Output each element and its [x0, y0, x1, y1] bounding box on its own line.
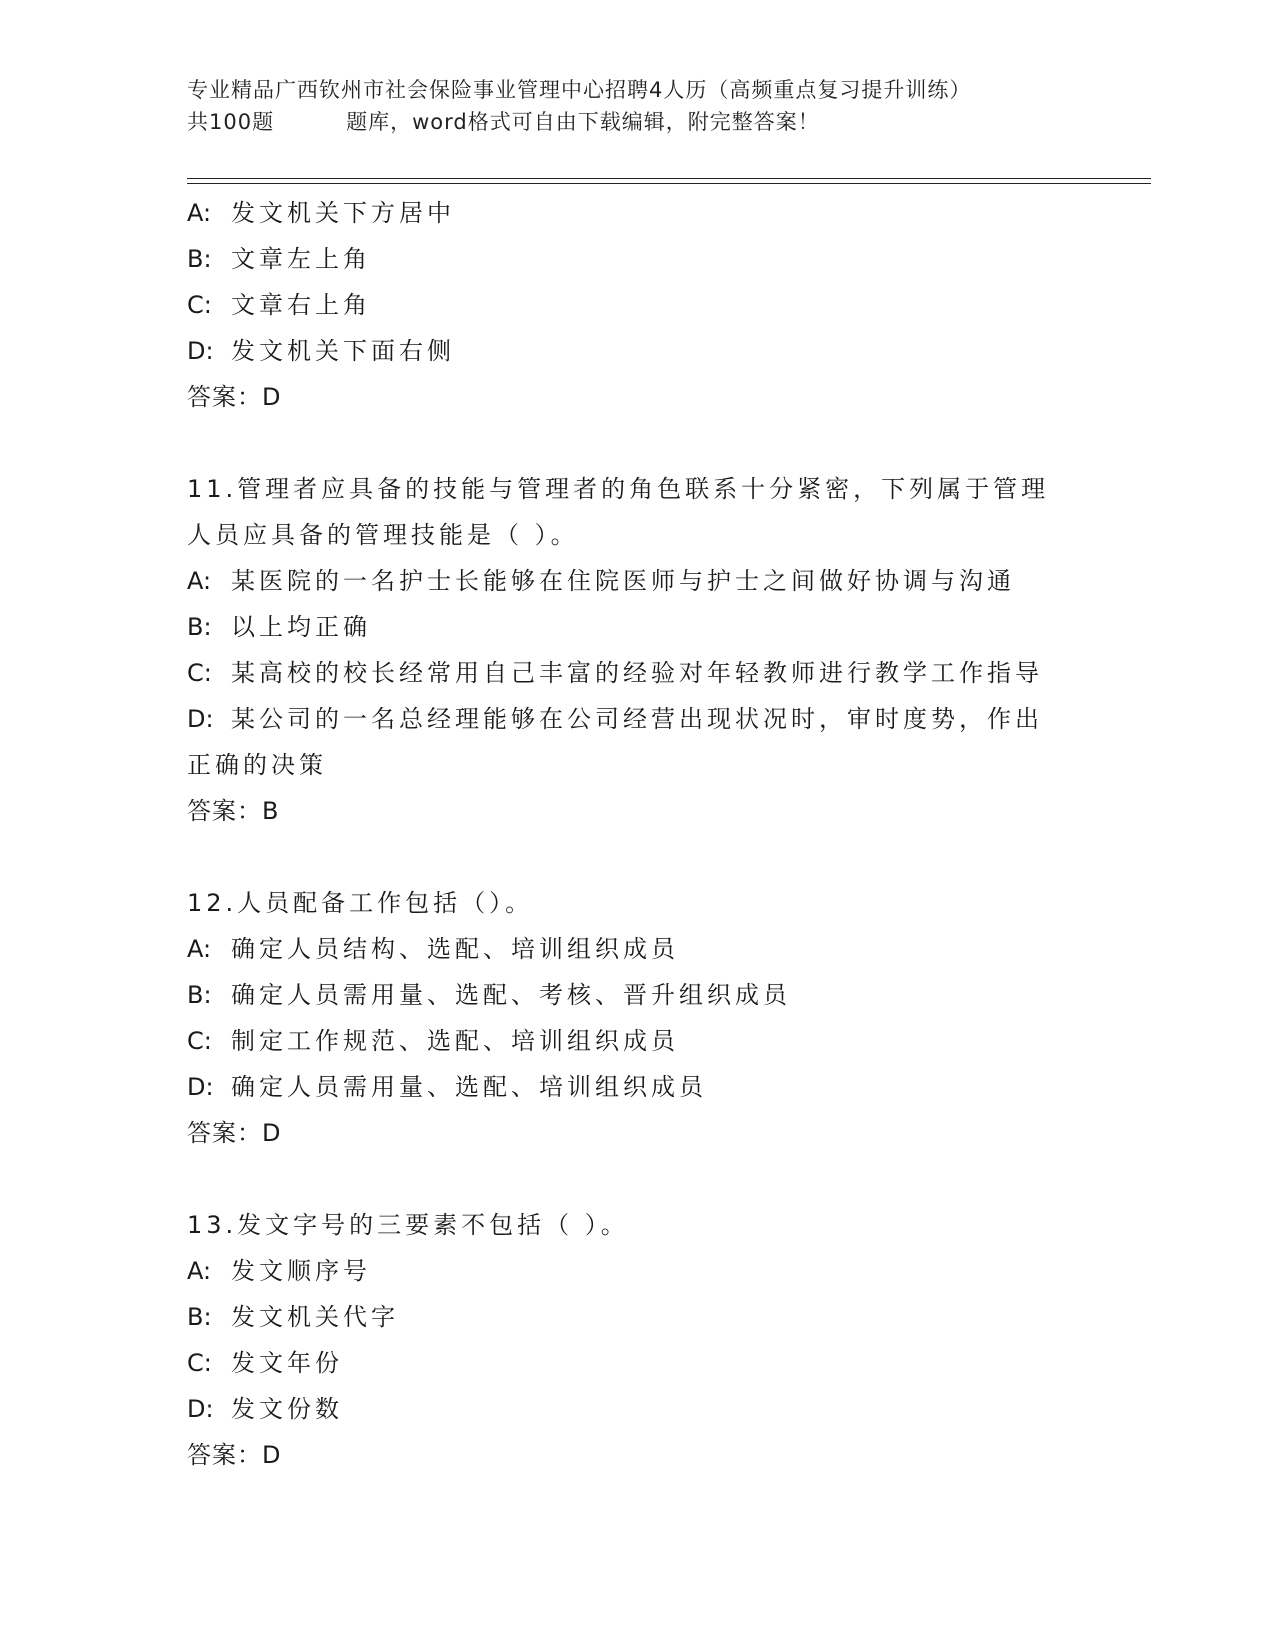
- option-b: [187, 1294, 1087, 1340]
- option-d: [187, 1386, 1087, 1432]
- option-text: 发文机关下面右侧: [231, 337, 455, 365]
- option-text: 发文机关下方居中: [231, 199, 455, 227]
- option-a: [187, 558, 1087, 604]
- option-letter: C:: [187, 1349, 212, 1377]
- option-text: 文章右上角: [231, 291, 371, 319]
- option-text: 制定工作规范、选配、培训组织成员: [231, 1027, 679, 1055]
- question-block-continued: [187, 190, 1087, 420]
- question-12: [187, 880, 1087, 1156]
- option-text: 确定人员结构、选配、培训组织成员: [231, 935, 679, 963]
- option-text: 确定人员需用量、选配、培训组织成员: [231, 1073, 707, 1101]
- option-d-cont: 正确的决策: [187, 751, 327, 779]
- answer-line: 答案：B: [187, 797, 280, 825]
- option-text: 文章左上角: [231, 245, 371, 273]
- option-b: [187, 972, 1087, 1018]
- option-text: 某医院的一名护士长能够在住院医师与护士之间做好协调与沟通: [231, 567, 1015, 595]
- question-stem: 11.管理者应具备的技能与管理者的角色联系十分紧密，下列属于管理: [187, 475, 1050, 503]
- header-description: 题库，word格式可自由下载编辑，附完整答案！: [346, 110, 820, 134]
- question-11: [187, 466, 1087, 834]
- option-letter: C:: [187, 291, 212, 319]
- option-d: [187, 1064, 1087, 1110]
- option-c: [187, 1340, 1087, 1386]
- option-letter: C:: [187, 1027, 212, 1055]
- option-b: [187, 604, 1087, 650]
- option-a: [187, 926, 1087, 972]
- spacer: [187, 1156, 1087, 1202]
- option-letter: D:: [187, 705, 214, 733]
- option-c: [187, 1018, 1087, 1064]
- header-subtitle-line: [187, 106, 1087, 138]
- option-letter: B:: [187, 981, 212, 1009]
- question-stem: 12.人员配备工作包括（）。: [187, 889, 534, 917]
- question-count: 共100题: [187, 110, 275, 134]
- header-title-line: 专业精品广西钦州市社会保险事业管理中心招聘4人历（高频重点复习提升训练）: [187, 78, 972, 102]
- option-text: 发文顺序号: [231, 1257, 371, 1285]
- option-text: 发文机关代字: [231, 1303, 399, 1331]
- option-letter: B:: [187, 245, 212, 273]
- answer-line: 答案：D: [187, 1119, 282, 1147]
- option-c: [187, 282, 1087, 328]
- option-text: 发文份数: [231, 1395, 343, 1423]
- option-d: [187, 696, 1087, 742]
- option-text: 某高校的校长经常用自己丰富的经验对年轻教师进行教学工作指导: [231, 659, 1043, 687]
- option-c: [187, 650, 1087, 696]
- option-letter: D:: [187, 1395, 214, 1423]
- option-letter: C:: [187, 659, 212, 687]
- option-text: 确定人员需用量、选配、考核、晋升组织成员: [231, 981, 791, 1009]
- question-stem-cont: 人员应具备的管理技能是（ ）。: [187, 521, 579, 549]
- header-divider-top: [187, 178, 1151, 179]
- option-text: 发文年份: [231, 1349, 343, 1377]
- page-header: [187, 74, 1087, 138]
- spacer: [187, 834, 1087, 880]
- option-letter: B:: [187, 613, 212, 641]
- option-b: [187, 236, 1087, 282]
- option-d: [187, 328, 1087, 374]
- option-text: 某公司的一名总经理能够在公司经营出现状况时，审时度势，作出: [231, 705, 1043, 733]
- answer-line: 答案：D: [187, 1441, 282, 1469]
- option-letter: D:: [187, 337, 214, 365]
- option-text: 以上均正确: [231, 613, 371, 641]
- option-letter: A:: [187, 567, 212, 595]
- option-letter: B:: [187, 1303, 212, 1331]
- option-letter: D:: [187, 1073, 214, 1101]
- question-13: [187, 1202, 1087, 1478]
- header-divider-bottom: [187, 183, 1151, 184]
- option-a: [187, 190, 1087, 236]
- question-content: [187, 190, 1087, 1478]
- spacer: [187, 420, 1087, 466]
- answer-line: 答案：D: [187, 383, 282, 411]
- option-letter: A:: [187, 1257, 212, 1285]
- option-letter: A:: [187, 199, 212, 227]
- option-letter: A:: [187, 935, 212, 963]
- question-stem: 13.发文字号的三要素不包括（ ）。: [187, 1211, 629, 1239]
- option-a: [187, 1248, 1087, 1294]
